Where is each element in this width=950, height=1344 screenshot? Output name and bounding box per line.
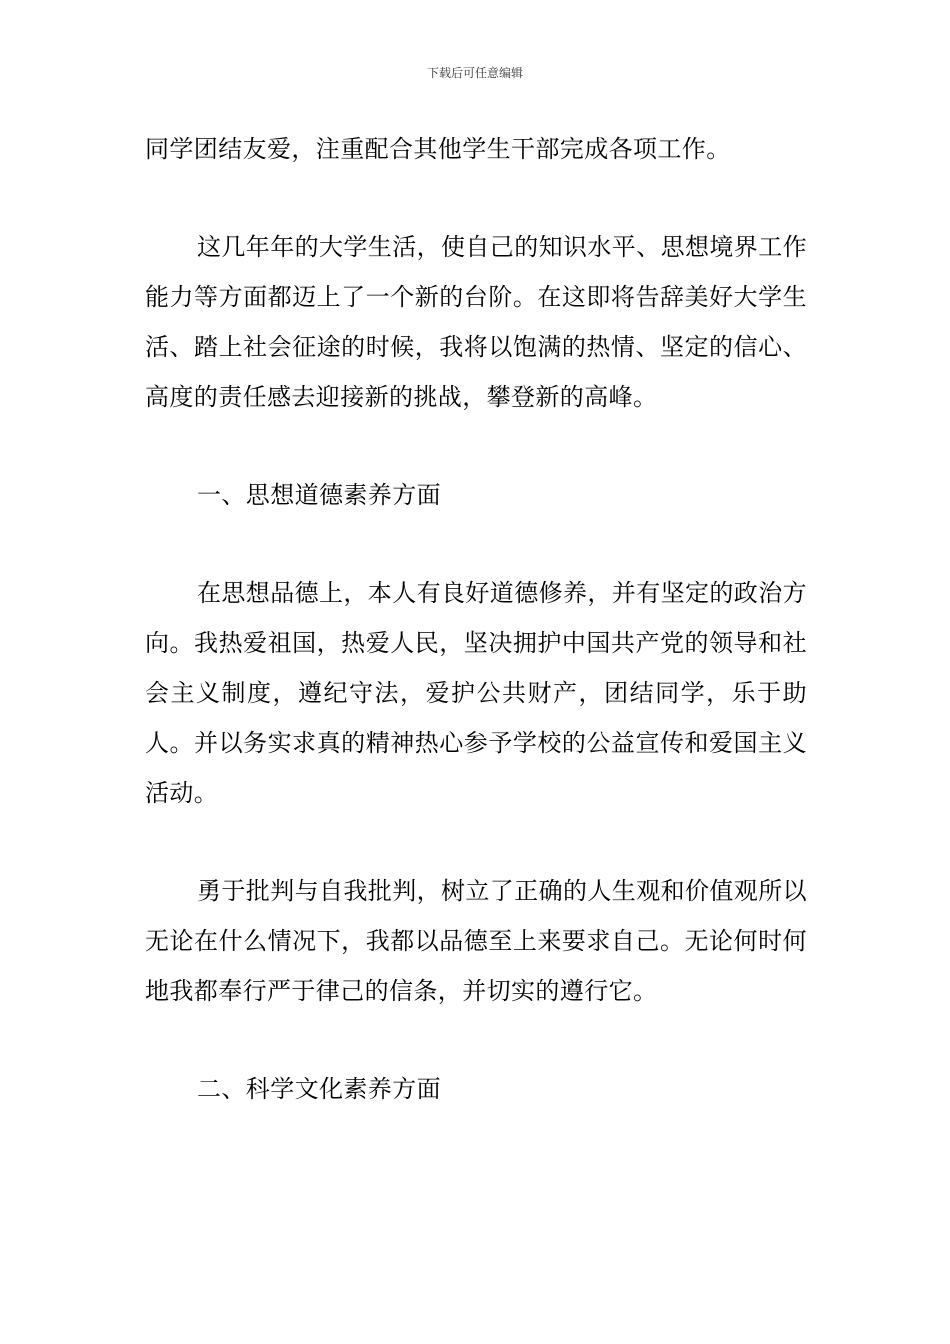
section-heading-science-culture: 二、科学文化素养方面 [197,1075,441,1103]
document-body [145,124,807,1162]
section-heading-moral: 一、思想道德素养方面 [197,481,441,509]
paragraph-self-criticism: 勇于批判与自我批判，树立了正确的人生观和价值观所以无论在什么情况下，我都以品德至上来要求自己。无论何时何地我都奉行严于律己的信条，并切实的遵行它。 [145,877,807,1005]
paragraph-continuation: 同学团结友爱，注重配合其他学生干部完成各项工作。 [145,135,731,163]
header-note: 下载后可任意编辑 [426,66,523,80]
paragraph-university-life: 这几年年的大学生活，使自己的知识水平、思想境界工作能力等方面都迈上了一个新的台阶。在这即将告辞美好大学生活、踏上社会征途的时候，我将以饱满的热情、坚定的信心、高度的责任感去迎接新的挑战，攀登新的高峰。 [145,233,807,411]
paragraph-moral-character: 在思想品德上，本人有良好道德修养，并有坚定的政治方向。我热爱祖国，热爱人民，坚决拥护中国共产党的领导和社会主义制度，遵纪守法，爱护公共财产，团结同学，乐于助人。并以务实求真的精神热心参予学校的公益宣传和爱国主义活动。 [145,579,807,807]
